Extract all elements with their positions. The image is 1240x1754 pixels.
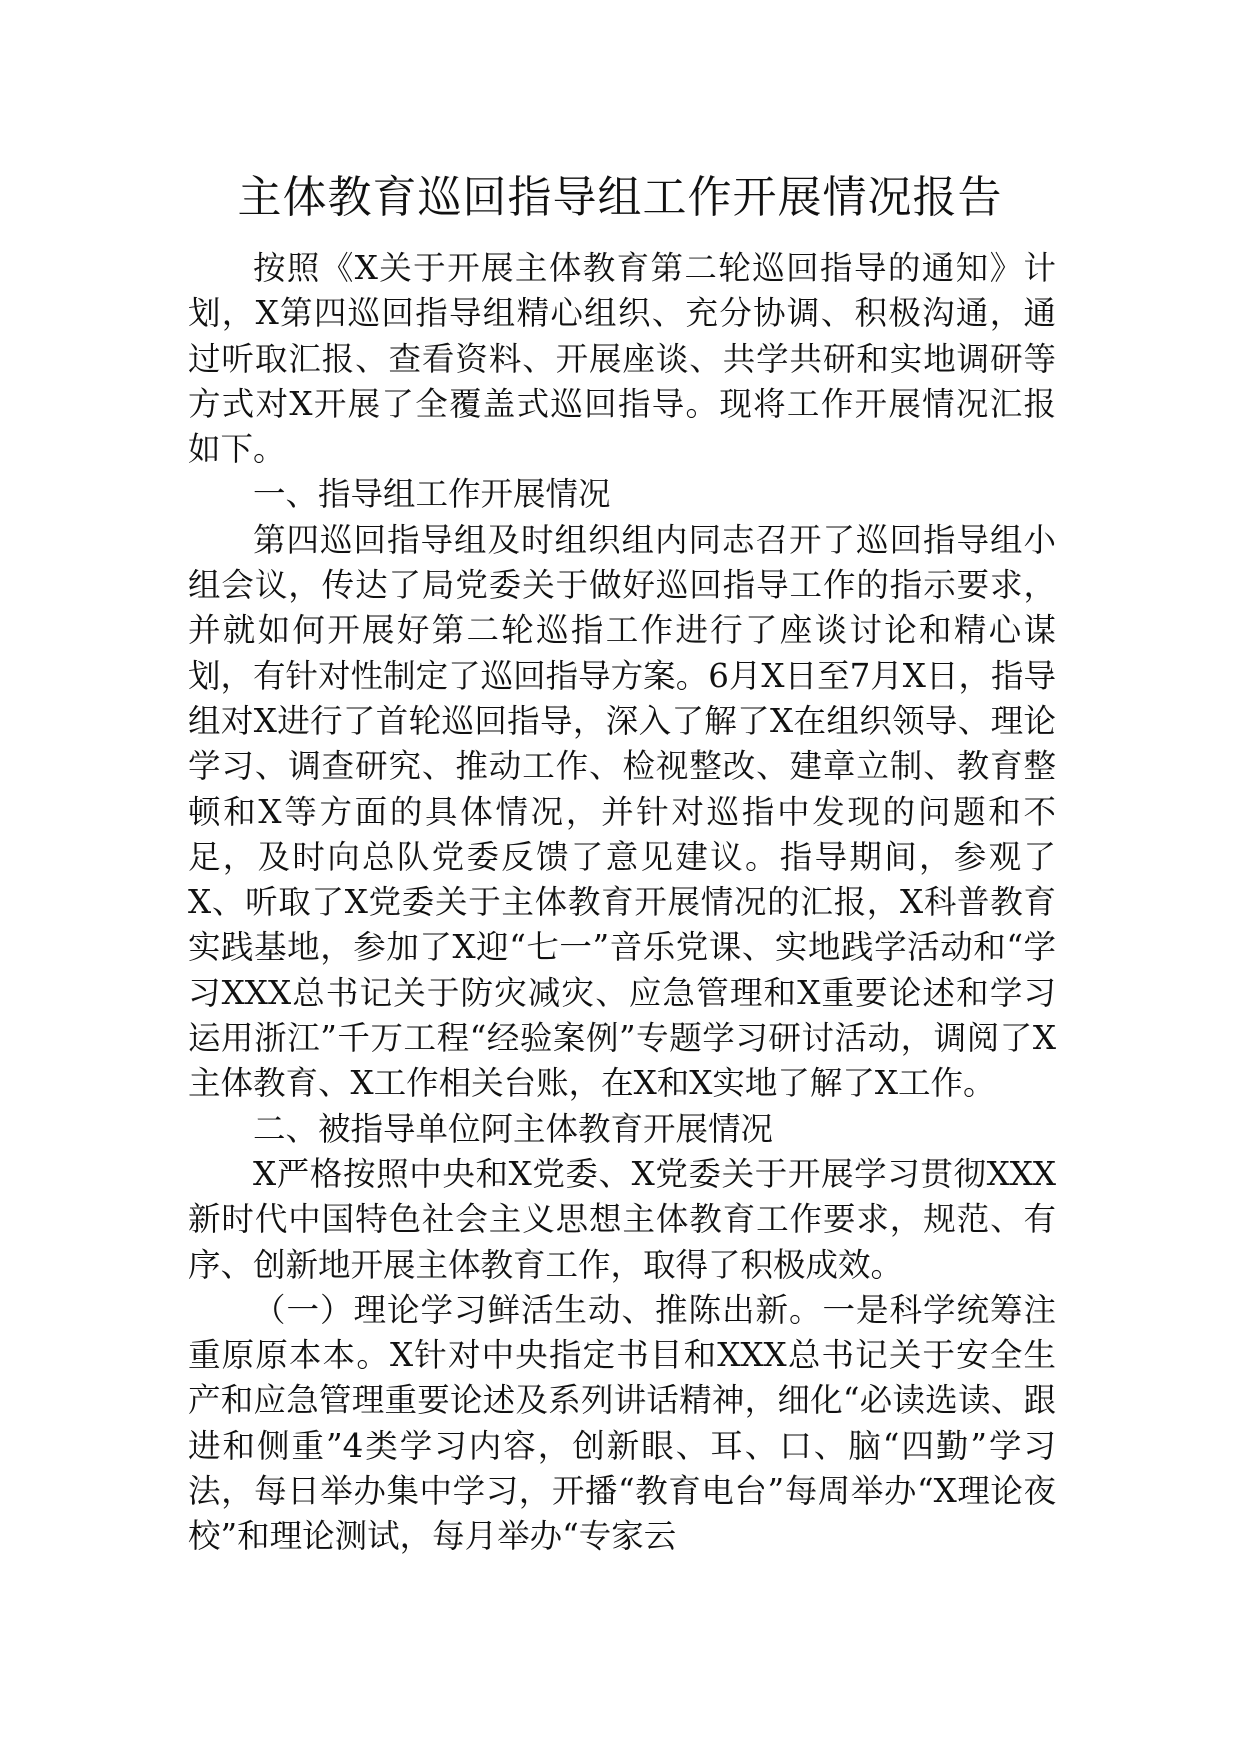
section-1-paragraph: 第四巡回指导组及时组织组内同志召开了巡回指导组小组会议，传达了局党委关于做好巡回指导工作的指示要求，并就如何开展好第二轮巡指工作进行了座谈讨论和精心谋划，有针对性制定了巡回指导方案。6月X日至7月X日，指导组对X进行了首轮巡回指导，深入了解了X在组织领导、理论学习、调查研究、推动工作、检视整改、建章立制、教育整顿和X等方面的具体情况，并针对巡指中发现的问题和不足，及时向总队党委反馈了意见建议。指导期间，参观了X、听取了X党委关于主体教育开展情况的汇报，X科普教育实践基地，参加了X迎“七一”音乐党课、实地践学活动和“学习XXX总书记关于防灾减灾、应急管理和X重要论述和学习运用浙江”千万工程“经验案例”专题学习研讨活动，调阅了X主体教育、X工作相关台账，在X和X实地了解了X工作。 [188, 520, 1056, 1103]
document-title: 主体教育巡回指导组工作开展情况报告 [237, 172, 1003, 223]
section-heading-1: 一、指导组工作开展情况 [253, 475, 611, 514]
subsection-1-paragraph: （一）理论学习鲜活生动、推陈出新。一是科学统筹注重原原本本。X针对中央指定书目和XXX总书记关于安全生产和应急管理重要论述及系列讲话精神，细化“必读选读、跟进和侧重”4类学习内容，创新眼、耳、口、脑“四勤”学习法，每日举办集中学习，开播“教育电台”每周举办“X理论夜校”和理论测试，每月举办“专家云 [188, 1290, 1056, 1556]
section-heading-2: 二、被指导单位阿主体教育开展情况 [253, 1109, 774, 1148]
document-body [188, 246, 1056, 1560]
section-2-paragraph: X严格按照中央和X党委、X党委关于开展学习贯彻XXX新时代中国特色社会主义思想主体教育工作要求，规范、有序、创新地开展主体教育工作，取得了积极成效。 [188, 1154, 1056, 1284]
intro-paragraph: 按照《X关于开展主体教育第二轮巡回指导的通知》计划，X第四巡回指导组精心组织、充分协调、积极沟通，通过听取汇报、查看资料、开展座谈、共学共研和实地调研等方式对X开展了全覆盖式巡回指导。现将工作开展情况汇报如下。 [188, 249, 1056, 469]
